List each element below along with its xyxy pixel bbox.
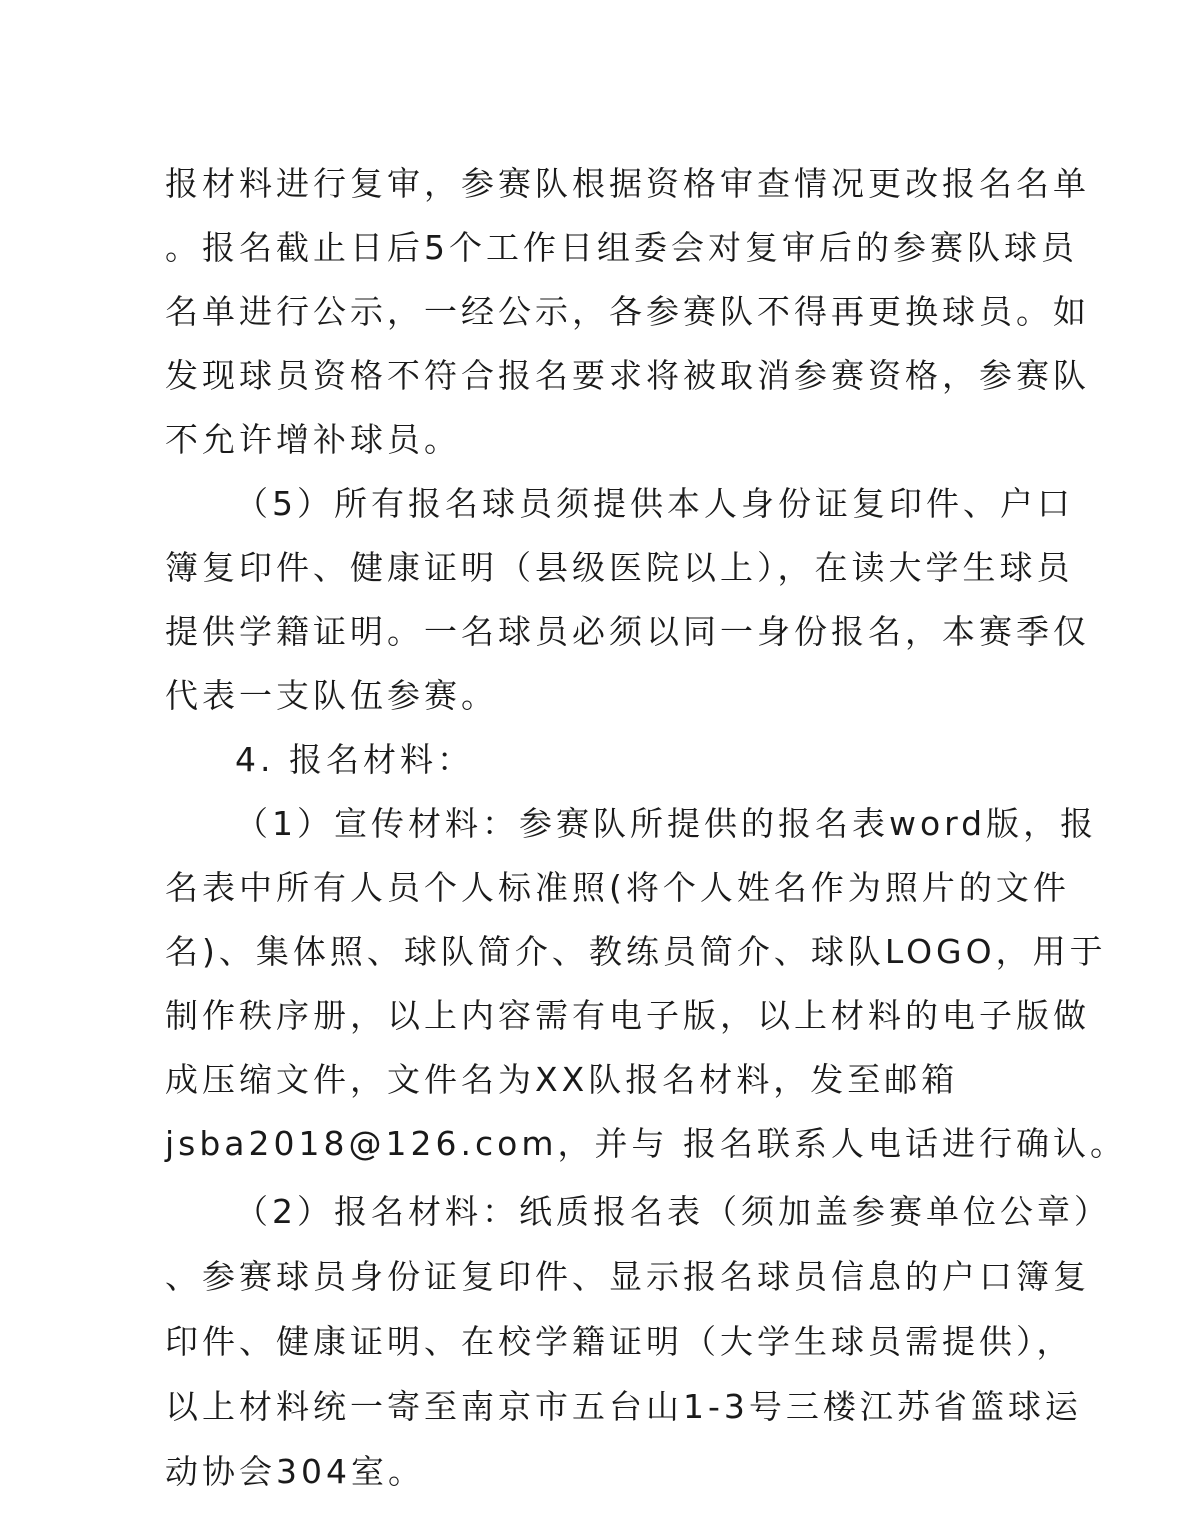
- text-line: 。报名截止日后5个工作日组委会对复审后的参赛队球员: [165, 228, 1078, 267]
- text-line: 提供学籍证明。一名球员必须以同一身份报名，本赛季仅: [165, 612, 1090, 651]
- text-line: 印件、健康证明、在校学籍证明（大学生球员需提供），: [165, 1322, 1074, 1361]
- text-line: 以上材料统一寄至南京市五台山1-3号三楼江苏省篮球运: [165, 1387, 1082, 1426]
- text-line: 簿复印件、健康证明（县级医院以上），在读大学生球员: [165, 548, 1074, 587]
- text-line: 代表一支队伍参赛。: [165, 676, 498, 715]
- text-line: 成压缩文件，文件名为XX队报名材料，发至邮箱: [165, 1060, 959, 1099]
- text-line: 报材料进行复审，参赛队根据资格审查情况更改报名名单: [165, 164, 1090, 203]
- text-line: 发现球员资格不符合报名要求将被取消参赛资格，参赛队: [165, 356, 1090, 395]
- text-line: 名单进行公示，一经公示，各参赛队不得再更换球员。如: [165, 292, 1090, 331]
- email-line: jsba2018@126.com，并与 报名联系人电话进行确认。: [165, 1124, 1127, 1163]
- section-heading: 4. 报名材料：: [235, 740, 474, 779]
- text-line: 动协会304室。: [165, 1452, 425, 1491]
- text-line: 制作秩序册，以上内容需有电子版，以上材料的电子版做: [165, 996, 1090, 1035]
- text-line: 、参赛球员身份证复印件、显示报名球员信息的户口簿复: [165, 1257, 1090, 1296]
- paragraph-start-line: （5）所有报名球员须提供本人身份证复印件、户口: [235, 484, 1074, 523]
- text-line: 不允许增补球员。: [165, 420, 461, 459]
- text-line: 名)、集体照、球队简介、教练员简介、球队LOGO，用于: [165, 932, 1107, 971]
- paragraph-start-line: （2）报名材料：纸质报名表（须加盖参赛单位公章）: [235, 1192, 1111, 1231]
- text-line: 名表中所有人员个人标准照(将个人姓名作为照片的文件: [165, 868, 1070, 907]
- paragraph-start-line: （1）宣传材料：参赛队所提供的报名表word版，报: [235, 804, 1098, 843]
